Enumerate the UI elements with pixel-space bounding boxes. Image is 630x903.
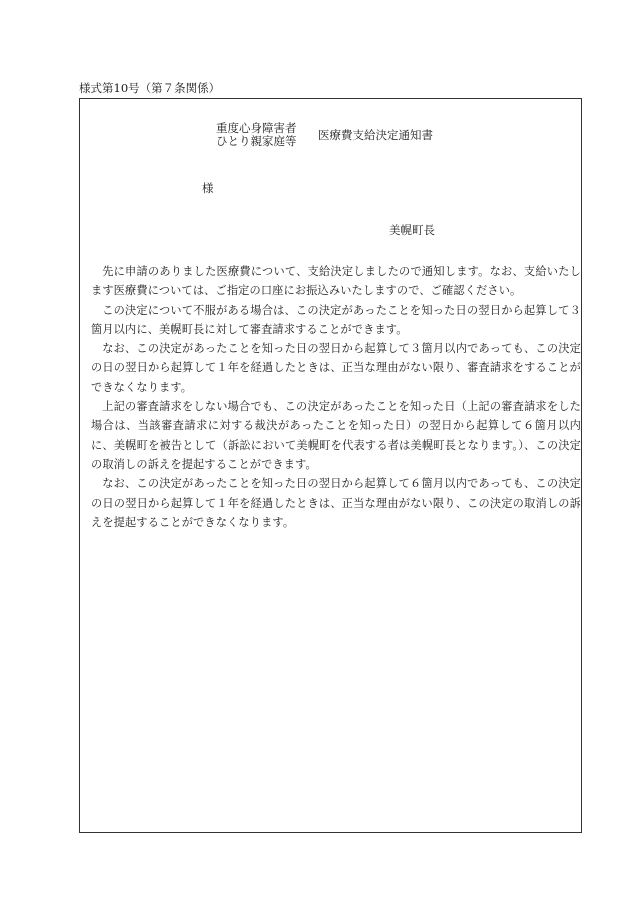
title-category-line-1: 重度心身障害者 [216,121,297,135]
form-number-label: 様式第10号（第７条関係） [79,81,221,95]
notice-body [91,262,581,532]
title-category [216,122,297,148]
paragraph-payment-notice: 先に申請のありました医療費について、支給決定しましたので通知します。なお、支給いたします医療費については、ご指定の口座にお振込みいたしますので、ご確認ください。 [91,265,581,298]
paragraph-appeal-limit: なお、この決定があったことを知った日の翌日から起算して３箇月以内であっても、この決定の日の翌日から起算して１年を経過したときは、正当な理由がない限り、審査請求をすることができなくなります。 [91,342,581,394]
paragraph-lawsuit-right: 上記の審査請求をしない場合でも、この決定があったことを知った日（上記の審査請求をした場合は、当該審査請求に対する裁決があったことを知った日）の翌日から起算して６箇月以内に、美幌町を被告として（訴訟において美幌町を代表する者は美幌町長となります。）、この決定の取消しの訴えを提起することができます。 [91,400,581,471]
document-title: 医療費支給決定通知書 [318,128,433,142]
paragraph-lawsuit-limit: なお、この決定があったことを知った日の翌日から起算して６箇月以内であっても、この決定の日の翌日から起算して１年を経過したときは、正当な理由がない限り、この決定の取消しの訴えを提起することができなくなります。 [91,477,581,529]
paragraph-appeal-right: この決定について不服がある場合は、この決定があったことを知った日の翌日から起算して３箇月以内に、美幌町長に対して審査請求することができます。 [91,303,581,336]
issuer-name: 美幌町長 [389,223,435,237]
title-category-line-2: ひとり親家庭等 [216,134,297,148]
recipient-honorific: 様 [202,181,214,195]
